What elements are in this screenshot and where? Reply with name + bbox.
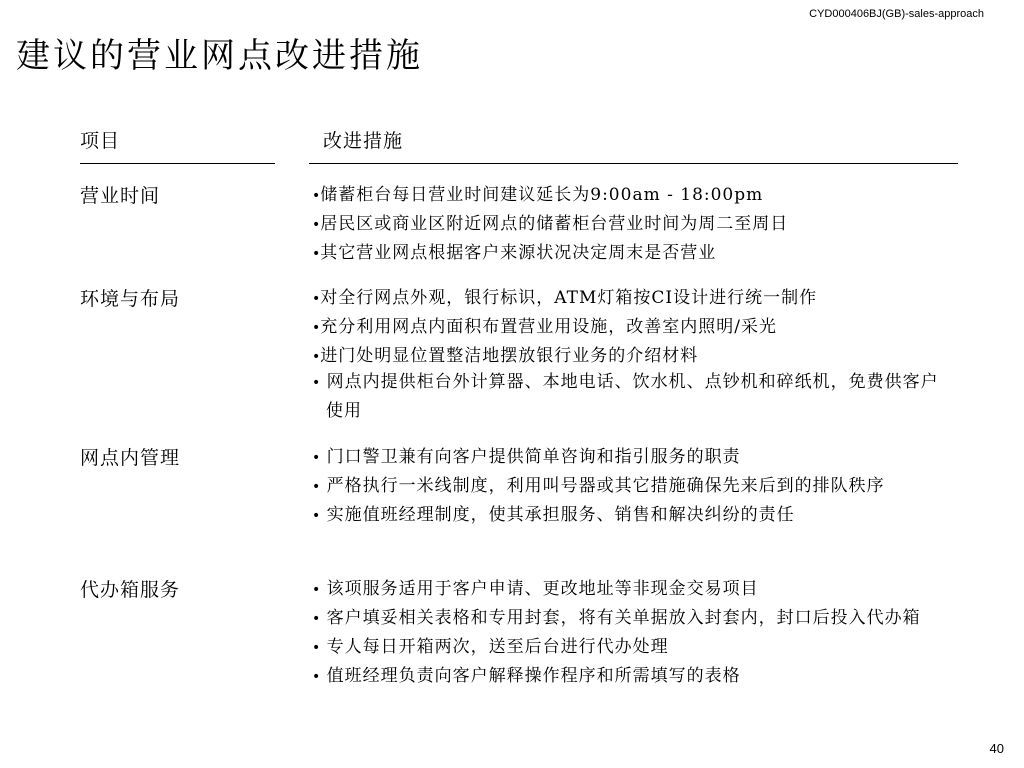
bullet-text: 网点内提供柜台外计算器、本地电话、饮水机、点钞机和碎纸机，免费供客户使用 bbox=[326, 372, 939, 421]
bullet-icon: • bbox=[312, 375, 321, 391]
bullet-text: 值班经理负责向客户解释操作程序和所需填写的表格 bbox=[326, 666, 741, 686]
list-item bbox=[312, 472, 952, 501]
bullet-text: 门口警卫兼有向客户提供简单咨询和指引服务的职责 bbox=[326, 447, 741, 467]
bullet-text: 其它营业网点根据客户来源状况决定周末是否营业 bbox=[320, 243, 717, 263]
list-item bbox=[312, 239, 962, 268]
list-item bbox=[312, 368, 952, 425]
bullet-list-wrapped bbox=[312, 368, 952, 425]
column-header-item: 项目 bbox=[80, 126, 275, 164]
list-item bbox=[312, 342, 962, 371]
bullet-icon: • bbox=[312, 246, 321, 262]
bullet-icon: • bbox=[312, 582, 321, 598]
bullet-text: 严格执行一米线制度，利用叫号器或其它措施确保先来后到的排队秩序 bbox=[326, 476, 885, 496]
bullet-text: 实施值班经理制度，使其承担服务、销售和解决纠纷的责任 bbox=[326, 505, 795, 525]
bullet-text: 居民区或商业区附近网点的储蓄柜台营业时间为周二至周日 bbox=[320, 214, 789, 234]
list-item bbox=[312, 443, 952, 472]
column-header-measures: 改进措施 bbox=[309, 126, 958, 164]
page-number: 40 bbox=[989, 741, 1004, 756]
section-label: 网点内管理 bbox=[80, 447, 181, 469]
bullet-text: 专人每日开箱两次，送至后台进行代办处理 bbox=[326, 637, 669, 657]
bullet-text: 该项服务适用于客户申请、更改地址等非现金交易项目 bbox=[326, 579, 759, 599]
bullet-list bbox=[312, 181, 962, 268]
bullet-icon: • bbox=[312, 291, 321, 307]
bullet-icon: • bbox=[312, 320, 321, 336]
bullet-icon: • bbox=[312, 508, 321, 524]
section-label: 营业时间 bbox=[80, 185, 161, 207]
list-item bbox=[312, 633, 952, 662]
page-title: 建议的营业网点改进措施 bbox=[16, 36, 423, 76]
bullet-list bbox=[312, 443, 952, 530]
list-item bbox=[312, 501, 952, 530]
document-code: CYD000406BJ(GB)-sales-approach bbox=[809, 8, 984, 20]
bullet-text: 对全行网点外观，银行标识，ATM灯箱按CI设计进行统一制作 bbox=[320, 288, 818, 308]
bullet-icon: • bbox=[312, 188, 321, 204]
list-item bbox=[312, 284, 962, 313]
bullet-icon: • bbox=[312, 611, 321, 627]
bullet-icon: • bbox=[312, 217, 321, 233]
list-item bbox=[312, 575, 952, 604]
bullet-list bbox=[312, 575, 952, 691]
bullet-icon: • bbox=[312, 349, 321, 365]
list-item bbox=[312, 210, 962, 239]
bullet-text: 充分利用网点内面积布置营业用设施，改善室内照明/采光 bbox=[320, 317, 777, 337]
bullet-text: 客户填妥相关表格和专用封套，将有关单据放入封套内，封口后投入代办箱 bbox=[326, 608, 921, 628]
bullet-icon: • bbox=[312, 479, 321, 495]
bullet-icon: • bbox=[312, 669, 321, 685]
list-item bbox=[312, 181, 962, 210]
list-item bbox=[312, 313, 962, 342]
bullet-list bbox=[312, 284, 962, 371]
list-item bbox=[312, 662, 952, 691]
list-item bbox=[312, 604, 952, 633]
bullet-text: 进门处明显位置整洁地摆放银行业务的介绍材料 bbox=[320, 346, 699, 366]
bullet-text: 储蓄柜台每日营业时间建议延长为9:00am - 18:00pm bbox=[320, 185, 764, 205]
bullet-icon: • bbox=[312, 640, 321, 656]
bullet-icon: • bbox=[312, 450, 321, 466]
section-label: 代办箱服务 bbox=[80, 579, 181, 601]
section-label: 环境与布局 bbox=[80, 288, 181, 310]
